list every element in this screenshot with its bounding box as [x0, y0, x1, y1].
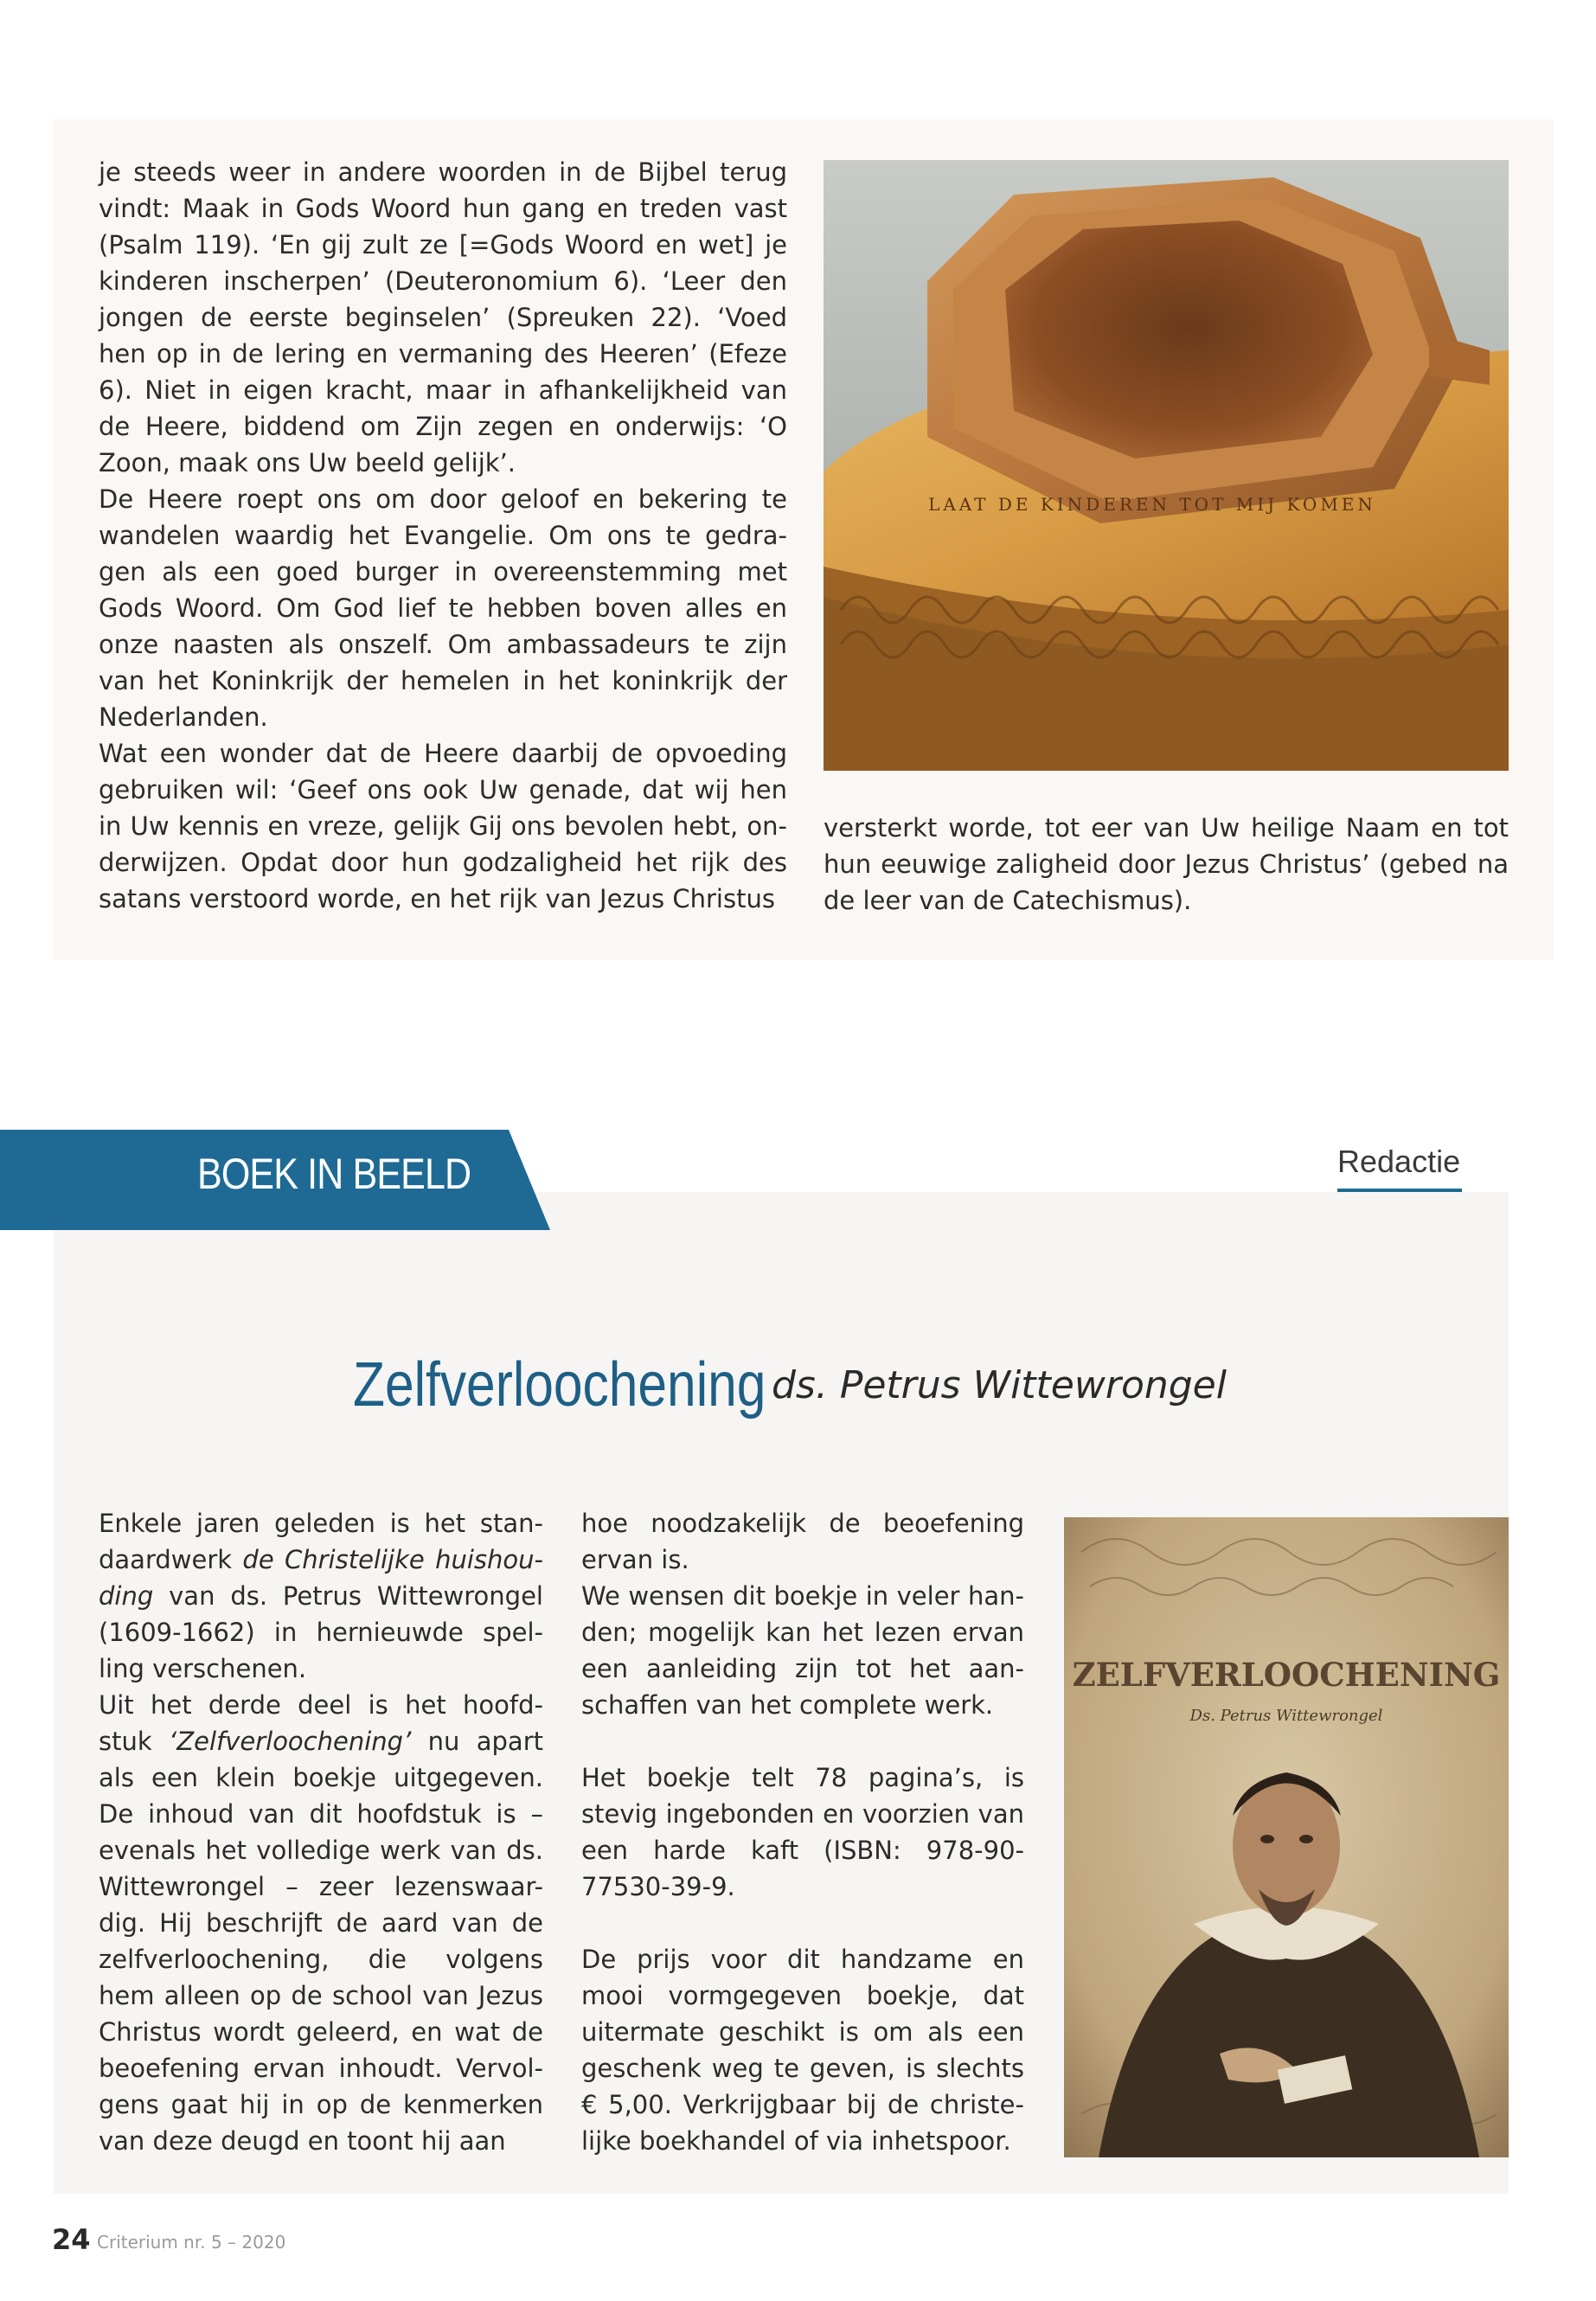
- author-tag: Redactie: [1337, 1144, 1461, 1179]
- book-author: ds. Petrus Wittewrongel: [772, 1363, 1227, 1407]
- paragraph: Enkele jaren geleden is het stan-daardwerk de Christelijke huishou-ding van ds. Petrus Wittewrongel (1609-1662) in hernieuwde spel-ling verschenen.: [99, 1509, 543, 1683]
- paragraph: hoe noodzakelijk de beoefening ervan is.: [581, 1509, 1024, 1574]
- paragraph: De prijs voor dit handzame en mooi vormgegeven boekje, dat uitermate geschikt is om als een geschenk weg te geven, is slechts € 5,00. Verkrijgbaar bij de christe-lijke boekhandel of via inhetspoor.: [581, 1945, 1024, 2156]
- paragraph: Uit het derde deel is het hoofd-stuk ‘Zelfverloochening’ nu apart als een klein boekje uitgegeven. De inhoud van dit hoofdstuk is – evenals het volledige werk van ds. Wittewrongel – zeer lezenswaar-dig. Hij beschrijft de aard van de zelfverloochening, die volgens hem alleen op de school van Jezus Christus wordt geleerd, en wat de beoefening ervan inhoudt. Vervol-gens gaat hij in op de kenmerken van deze deugd en toont hij aan: [99, 1690, 543, 2156]
- review-column-left: [99, 1505, 543, 2159]
- article-column-left: [99, 154, 787, 917]
- paragraph: Het boekje telt 78 pagina’s, is stevig ingebonden en voorzien van een harde kaft (ISBN: 978-90-77530-39-9.: [581, 1763, 1024, 1901]
- chapter-reference: ‘Zelfverloochening’: [169, 1727, 412, 1756]
- author-tag-underline: [1337, 1189, 1462, 1192]
- cover-title: ZELFVERLOOCHENING: [1072, 1656, 1501, 1694]
- font-inscription: LAAT DE KINDEREN TOT MIJ KOMEN: [928, 494, 1376, 515]
- baptismal-font-photo: [824, 160, 1509, 771]
- page-number: 24: [52, 2223, 91, 2256]
- book-reference: de Christelijke huishou-ding: [99, 1545, 543, 1611]
- paragraph: Wat een wonder dat de Heere daarbij de opvoeding gebruiken wil: ‘Geef ons ook Uw genade, dat wij hen in Uw kennis en vreze, gelijk Gij ons bevolen hebt, on-derwijzen. Opdat door hun godzaligheid het rijk des satans verstoord worde, en het rijk van Jezus Christus: [99, 739, 787, 913]
- review-column-right: [581, 1505, 1024, 2159]
- paragraph: versterkt worde, tot eer van Uw heilige Naam en tot hun eeuwige zaligheid door Jezus Christus’ (gebed na de leer van de Catechismus).: [824, 813, 1509, 915]
- paragraph: De Heere roept ons om door geloof en bekering te wandelen waardig het Evangelie. Om ons te gedra-gen als een goed burger in overeenstemming met Gods Woord. Om God lief te hebben boven alles en onze naasten als onszelf. Om ambassadeurs te zijn van het Koninkrijk der hemelen in het koninkrijk der Nederlanden.: [99, 484, 787, 732]
- book-title: Zelfverloochening: [353, 1350, 766, 1420]
- section-label: BOEK IN BEELD: [197, 1150, 471, 1198]
- paragraph: je steeds weer in andere woorden in de Bijbel terug vindt: Maak in Gods Woord hun gang en treden vast (Psalm 119). ‘En gij zult ze [=Gods Woord en wet] je kinderen inscherpen’ (Deuteronomium 6). ‘Leer den jongen de eerste beginselen’ (Spreuken 22). ‘Voed hen op in de lering en vermaning des Heeren’ (Efeze 6). Niet in eigen kracht, maar in afhankelijkheid van de Heere, biddend om Zijn zegen en onderwijs: ‘O Zoon, maak ons Uw beeld gelijk’.: [99, 157, 787, 478]
- paragraph: We wensen dit boekje in veler han-den; mogelijk kan het lezen ervan een aanleiding zijn tot het aan-schaffen van het complete werk.: [581, 1581, 1024, 1720]
- cover-author: Ds. Petrus Wittewrongel: [1189, 1707, 1383, 1725]
- article-column-right: [824, 810, 1509, 919]
- publication-info: Criterium nr. 5 – 2020: [97, 2232, 286, 2253]
- book-cover-image: [1064, 1517, 1509, 2157]
